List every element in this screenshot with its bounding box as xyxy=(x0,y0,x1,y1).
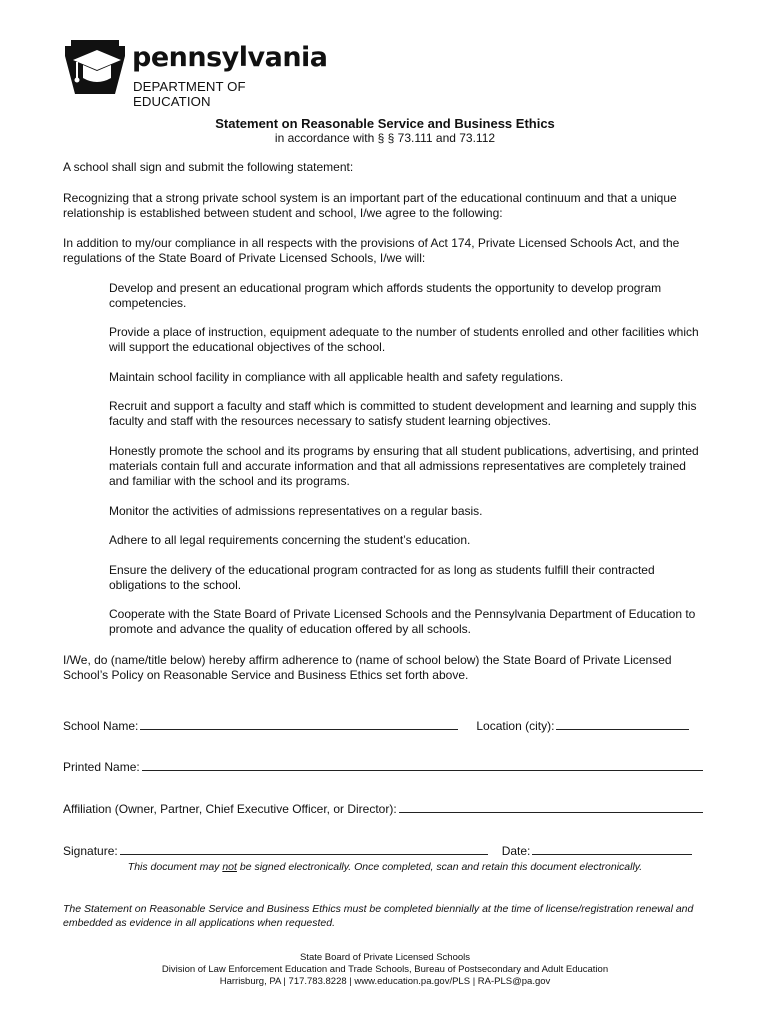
printed-name-label: Printed Name: xyxy=(63,760,140,774)
list-item: Ensure the delivery of the educational program contracted for as long as students fulfill their contracted obligations to the school. xyxy=(109,563,655,592)
list-item: Recruit and support a faculty and staff which is committed to student development and learning and supply this faculty and staff with the resources necessary to satisfy student learning objectives. xyxy=(109,399,697,428)
list-item: Adhere to all legal requirements concerning the student’s education. xyxy=(109,533,471,547)
intro-paragraph: A school shall sign and submit the following statement: xyxy=(63,160,354,174)
list-item: Monitor the activities of admissions representatives on a regular basis. xyxy=(109,504,483,518)
electronic-signature-note: This document may not be signed electronically. Once completed, scan and retain this document electronically. xyxy=(127,861,643,873)
footer xyxy=(0,952,770,988)
date-label: Date: xyxy=(501,844,531,858)
logo-wordmark: pennsylvania xyxy=(132,42,328,73)
pa-education-logo xyxy=(63,38,328,109)
list-item: Develop and present an educational program which affords students the opportunity to develop program competencies. xyxy=(109,281,662,310)
signature-field[interactable] xyxy=(120,842,488,855)
school-name-label: School Name: xyxy=(63,719,139,733)
signature-label: Signature: xyxy=(63,844,118,858)
recognizing-paragraph: Recognizing that a strong private school system is an important part of the educational continuum and that a unique relationship is established between student and school, I/we agree to the following: xyxy=(63,191,677,220)
printed-name-field[interactable] xyxy=(142,758,703,771)
signature-date-row xyxy=(63,842,703,858)
footer-line-3: Harrisburg, PA | 717.783.8228 | www.education.pa.gov/PLS | RA-PLS@pa.gov xyxy=(219,976,551,987)
school-name-field[interactable] xyxy=(140,717,458,730)
location-label: Location (city): xyxy=(476,719,555,733)
logo-department: DEPARTMENT OF EDUCATION xyxy=(133,79,246,109)
affiliation-label: Affiliation (Owner, Partner, Chief Executive Officer, or Director): xyxy=(63,802,397,816)
footer-line-2: Division of Law Enforcement Education and Trade Schools, Bureau of Postsecondary and Adult Education xyxy=(161,964,609,975)
list-item: Honestly promote the school and its programs by ensuring that all student publications, advertising, and printed materials contain full and accurate information and that all admissions representatives are completely trained and familiar with the school and its programs. xyxy=(109,444,699,488)
affiliation-row xyxy=(63,800,703,816)
list-item: Provide a place of instruction, equipment adequate to the number of students enrolled and other facilities which will support the educational objectives of the school. xyxy=(109,325,699,354)
list-item: Maintain school facility in compliance with all applicable health and safety regulations. xyxy=(109,370,564,384)
compliance-paragraph: In addition to my/our compliance in all respects with the provisions of Act 174, Private Licensed Schools Act, and the regulations of the State Board of Private Licensed Schools, I/we will: xyxy=(63,236,680,265)
document-subtitle: in accordance with § § 73.111 and 73.112 xyxy=(274,131,496,145)
document-title: Statement on Reasonable Service and Business Ethics xyxy=(215,116,555,131)
list-item: Cooperate with the State Board of Private Licensed Schools and the Pennsylvania Department of Education to promote and advance the quality of education offered by all schools. xyxy=(109,607,696,636)
printed-name-row xyxy=(63,758,703,774)
affirmation-paragraph: I/We, do (name/title below) hereby affirm adherence to (name of school below) the State Board of Private Licensed School’s Policy on Reasonable Service and Business Ethics set forth above. xyxy=(63,653,672,682)
school-location-row xyxy=(63,717,703,733)
footer-line-1: State Board of Private Licensed Schools xyxy=(299,952,471,963)
affiliation-field[interactable] xyxy=(399,800,703,813)
date-field[interactable] xyxy=(532,842,692,855)
location-field[interactable] xyxy=(556,717,689,730)
biennial-notice: The Statement on Reasonable Service and Business Ethics must be completed biennially at the time of license/registration renewal and embedded as evidence in all applications when requested. xyxy=(63,903,694,929)
keystone-graduation-cap-icon xyxy=(63,38,127,100)
